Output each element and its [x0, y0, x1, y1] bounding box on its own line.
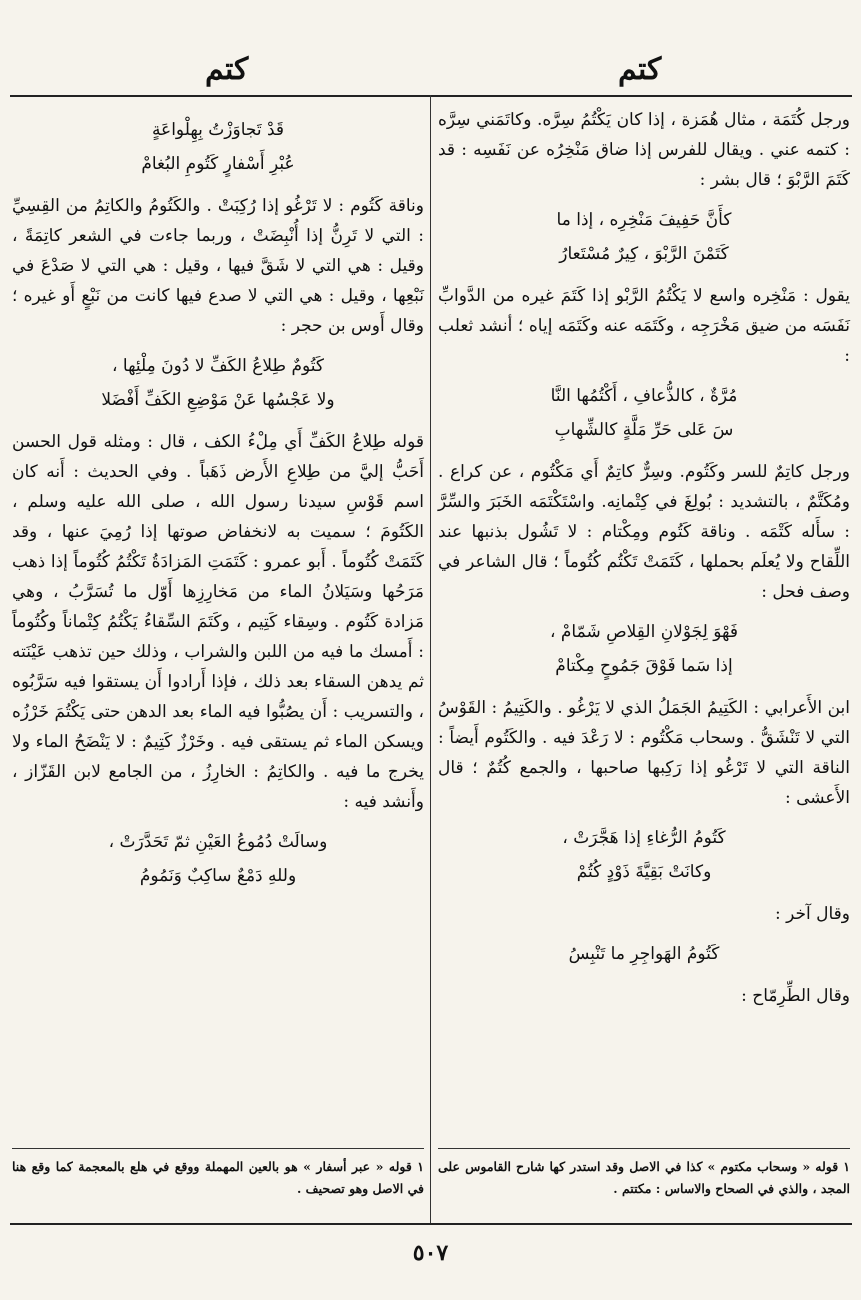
footnote-left: ١ قوله « عبر أسفار » هو بالعين المهملة ووقع في هلع بالمعجمة كما وقع هنا في الاصل وهو تصحيف . [12, 1159, 424, 1196]
verse-block [438, 615, 850, 683]
column-divider [430, 95, 431, 1223]
verse-line: عُبْرِ أَسْفارٍ كَتُومِ البُغامْ [141, 154, 295, 174]
verse-line: قَدْ تَجاوَزْتُ بِهِلْواعَةٍ [151, 120, 285, 140]
paragraph: ورجل كاتِمٌ للسر وكَتُوم. وسِرٌّ كاتِمٌ أَي مَكْتُوم ، عن كراع . ومُكَتَّمٌ ، بالتشديد : بُولِغَ في كِتْمانِه. واسْتَكْتَمَه الخَبَرَ والسِّرَّ : سأَله كَتْمَه . وناقة كَتُوم ومِكْتام : لا تَشُول بذنبها عند اللِّقاح ولا يُعلَم بحملها ، كَتَمَتْ تَكْتُم كُتُوماً ؛ قال الشاعر في وصف فحل : [438, 462, 850, 602]
header-root-word-left: كتم [205, 52, 249, 87]
header-rule [10, 95, 852, 97]
verse-block [438, 821, 850, 889]
verse-line: كَتَمْنَ الرَّبْوَ ، كِيرٌ مُسْتَعارُ [559, 244, 729, 264]
footnote-rule-right [438, 1148, 850, 1149]
verse-line: كَتُومُ الهَواجِرِ ما تَنْبِسُ [568, 944, 720, 964]
verse-line: وكانَتْ بَقِيَّةَ ذَوْدٍ كُتُمْ [576, 862, 712, 882]
verse-line: وللهِ دَمْعٌ ساكِبٌ وَنَمُومُ [139, 866, 297, 886]
paragraph: وناقة كَتُوم : لا تَرْغُو إذا رُكِبَتْ . والكَتُومُ والكاتِمُ من القِسِيِّ : التي لا تَرِنُّ إذا أُنْبِضَتْ ، وربما جاءت في الشعر كاتِمَةً ، وقيل : هي التي لا شَقَّ فيها ، وقيل : هي التي لا صَدْعَ في نَبْعِها ، وقيل : هي التي لا صدع فيها كانت من نَبْعٍ أَو غيره ؛ وقال أَوس بن حجر : [12, 196, 424, 336]
verse-block [12, 825, 424, 893]
paragraph: وقال آخر : [774, 904, 850, 924]
verse-block [12, 113, 424, 181]
left-column [12, 105, 424, 903]
paragraph: ابن الأَعرابي : الكَتِيمُ الجَمَلُ الذي لا يَرْغُو . والكَتِيمُ : القَوْسُ التي لا تَنْشَقُّ . وسحاب مَكْتُوم : لا رَعْدَ فيه . والكَتُوم أَيضاً : الناقة التي لا تَرْغُو إذا رَكِبها صاحبها ، والجمع كُتُمٌ ؛ قال الأَعشى : [438, 698, 850, 808]
verse-block [438, 379, 850, 447]
verse-line: فَهْوَ لِجَوْلانِ القِلاصِ شَمّامْ ، [550, 622, 738, 642]
verse-line: كَتُومٌ طِلاعُ الكَفِّ لا دُونَ مِلْئِها ، [112, 356, 324, 376]
verse-line: إذا سَما فَوْقَ جَمُوحٍ مِكْتامْ [555, 656, 733, 676]
verse-line: وسالَتْ دُمُوعُ العَيْنِ ثمّ تَحَدَّرَتْ ، [108, 832, 328, 852]
footnote-right: ١ قوله « وسحاب مكتوم » كذا في الاصل وقد استدر كها شارح القاموس على المجد ، والذي في الصحاح والاساس : مكتتم . [438, 1159, 850, 1196]
right-column [438, 105, 850, 1015]
page-header [0, 52, 861, 92]
verse-block [12, 349, 424, 417]
verse-block [438, 937, 850, 971]
paragraph: قوله طِلاعُ الكَفِّ أَي مِلْءُ الكف ، قال : ومثله قول الحسن أَحَبُّ إليَّ من طِلاعِ الأَرض ذَهَباً . وفي الحديث : أَنه كان اسم قَوْسِ سيدنا رسول الله ، صلى الله عليه وسلم ، الكَتُومَ ؛ سميت به لانخفاض صوتها إذا رُمِيَ عنها ، وقد كَتَمَتْ كُتُوماً . أَبو عمرو : كَتَمَتِ المَزادَةُ تَكْتُمُ كُتُوماً إذا ذهب مَرَحُها وسَيَلانُ الماء من مَخارِزِها أَوّل ما تُسَرَّبُ ، وهي مَزادة كَتُوم . وسِقاء كَتِيم ، وكَتَمَ السِّقاءُ يَكْتُمُ كِتْماناً وكُتُوماً : أَمسك ما فيه من اللبن والشراب ، وذلك حين تذهب عَيْنَته ثم يدهن السقاء بعد ذلك ، فإذا أَرادوا أَن يستقوا فيه سَرَّبُوه ، والتسريب : أَن يصُبُّوا فيه الماء بعد الدهن حتى يَكْتُمَ خَرْزُه ويسكن الماء ثم يستقى فيه . وخَرْزٌ كَتِيمٌ : لا يَنْضَحُ الماء ولا يخرج ما فيه . والكاتِمُ : الخارِزُ ، من الجامع لابن القَزّاز ، وأَنشد فيه : [12, 432, 424, 812]
footer-rule [10, 1223, 852, 1225]
verse-line: سَ عَلى حَرِّ مَلَّةٍ كالشِّهابِ [554, 420, 734, 440]
paragraph: ورجل كُتَمَة ، مثال هُمَزة ، إذا كان يَكْتُمُ سِرَّه. وكاتَمَني سِرَّه : كتمه عني . ويقال للفرس إذا ضاق مَنْخِرُه عن نَفَسِه : قد كَتَمَ الرَّبْوَ ؛ قال بشر : [438, 110, 850, 190]
header-root-word-right: كتم [618, 52, 662, 87]
verse-line: كأَنَّ حَفِيفَ مَنْخِرِه ، إذا ما [556, 210, 732, 230]
verse-line: مُرَّةٌ ، كالذُّعافِ ، أَكْتُمُها النَّا [550, 386, 738, 406]
footnote-rule-left [12, 1148, 424, 1149]
paragraph: وقال الطِّرِمّاح : [741, 986, 850, 1006]
verse-line: كَتُومُ الرُّغاءِ إذا هَجَّرَتْ ، [562, 828, 726, 848]
verse-block [438, 203, 850, 271]
page-number: ٥٠٧ [412, 1240, 449, 1266]
paragraph: يقول : مَنْخِره واسع لا يَكْتُمُ الرَّبْو إذا كَتَمَ غيره من الدَّوابِّ نَفَسَه من ضيق مَخْرَجِه ، وكَتَمَه عنه وكَتَمَه إياه ؛ أنشد ثعلب : [438, 286, 850, 366]
verse-line: ولا عَجْسُها عَنْ مَوْضِعِ الكَفِّ أَفْضَلا [101, 390, 335, 410]
